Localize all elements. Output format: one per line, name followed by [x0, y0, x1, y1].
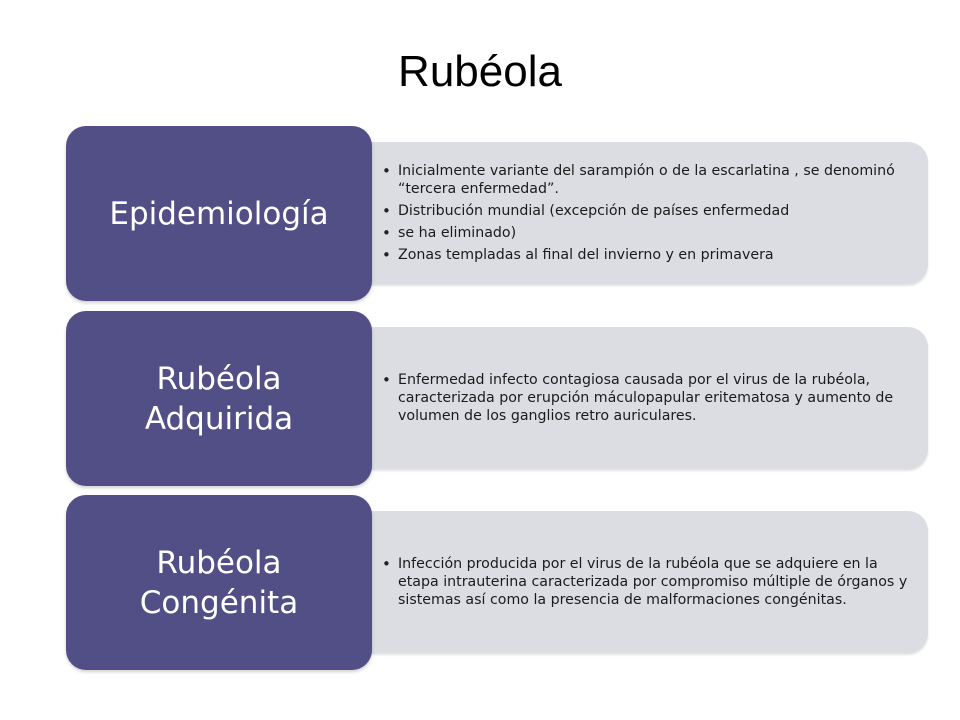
slide-title: Rubéola: [398, 47, 562, 96]
label-text: Rubéola Adquirida: [144, 360, 294, 437]
bullet-item: • Distribución mundial (excepción de países enfermedad: [382, 202, 912, 220]
row-rubeola-congenita: [0, 495, 960, 670]
bullet-list: [382, 142, 912, 284]
bullet-item: • Enfermedad infecto contagiosa causada por el virus de la rubéola, caracterizada por erupción máculopapular eritematosa y aumento de volumen de los ganglios retro auriculares.: [382, 371, 912, 425]
row-rubeola-adquirida: [0, 311, 960, 486]
row-epidemiologia: [0, 126, 960, 301]
bullet-item: • Infección producida por el virus de la rubéola que se adquiere en la etapa intrauterina caracterizada por compromiso múltiple de órganos y sistemas así como la presencia de malformaciones congénitas.: [382, 555, 912, 609]
content-panel: [310, 142, 928, 284]
label-text: Rubéola Congénita: [139, 544, 299, 621]
content-panel: [310, 327, 928, 469]
bullet-item: • Inicialmente variante del sarampión o de la escarlatina , se denominó “tercera enfermedad”.: [382, 162, 912, 198]
label-box: [66, 495, 372, 670]
label-box: [66, 311, 372, 486]
label-box: [66, 126, 372, 301]
bullet-item: • Zonas templadas al final del invierno y en primavera: [382, 246, 912, 264]
bullet-list: [382, 327, 912, 469]
bullet-item: • se ha eliminado): [382, 224, 912, 242]
content-panel: [310, 511, 928, 653]
label-text: Epidemiología: [109, 195, 329, 232]
bullet-list: [382, 511, 912, 653]
